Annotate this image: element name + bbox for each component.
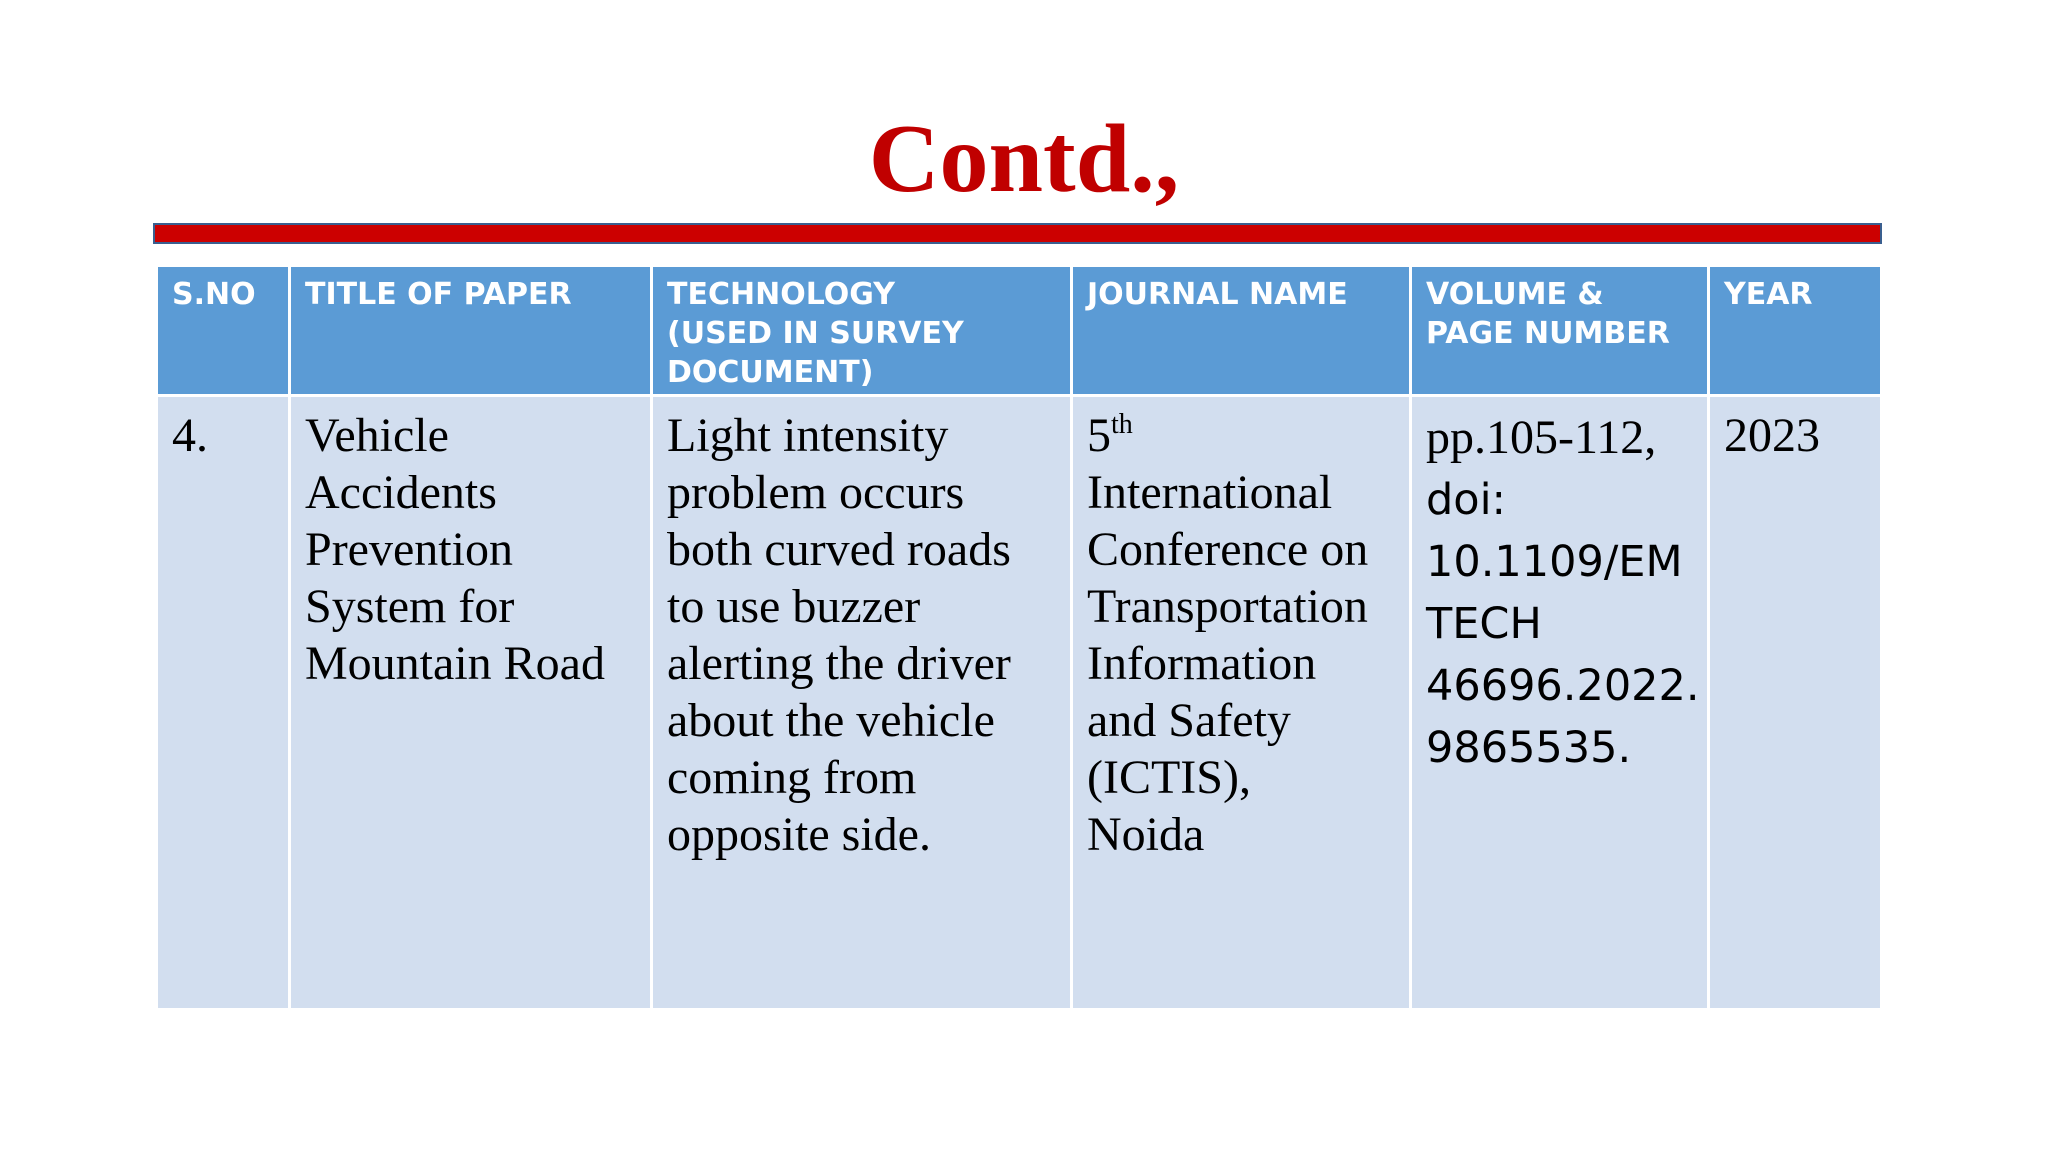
cell-title-line: System for bbox=[305, 580, 515, 633]
literature-survey-table bbox=[155, 264, 1883, 1011]
header-technology-line: DOCUMENT) bbox=[667, 355, 874, 390]
cell-journal-line: Information bbox=[1087, 637, 1317, 690]
header-year: YEAR bbox=[1709, 266, 1882, 396]
cell-technology-line: about the vehicle bbox=[667, 694, 995, 747]
cell-journal-line: International bbox=[1087, 466, 1333, 519]
cell-journal-line: (ICTIS), bbox=[1087, 751, 1251, 804]
cell-technology-line: to use buzzer bbox=[667, 580, 921, 633]
cell-journal-line: Transportation bbox=[1087, 580, 1368, 633]
cell-volume-line: 9865535. bbox=[1426, 723, 1632, 773]
cell-technology-line: problem occurs bbox=[667, 466, 965, 519]
cell-volume-line: 46696.2022. bbox=[1426, 661, 1700, 711]
cell-sno: 4. bbox=[157, 396, 290, 1010]
header-volume-line: VOLUME & bbox=[1426, 277, 1604, 312]
cell-volume bbox=[1411, 396, 1709, 1010]
cell-volume-line: pp.105-112, bbox=[1426, 411, 1657, 464]
header-technology-line: (USED IN SURVEY bbox=[667, 316, 964, 351]
header-title: TITLE OF PAPER bbox=[290, 266, 652, 396]
ordinal-number: 5 bbox=[1087, 409, 1111, 462]
cell-journal-line: Noida bbox=[1087, 808, 1205, 861]
cell-volume-line: TECH bbox=[1426, 599, 1542, 649]
cell-volume-line: doi: bbox=[1426, 475, 1507, 525]
cell-technology-line: opposite side. bbox=[667, 808, 931, 861]
title-divider bbox=[155, 225, 1880, 242]
header-technology bbox=[652, 266, 1072, 396]
cell-technology-line: Light intensity bbox=[667, 409, 949, 462]
cell-journal bbox=[1072, 396, 1411, 1010]
cell-technology-line: both curved roads bbox=[667, 523, 1011, 576]
header-journal: JOURNAL NAME bbox=[1072, 266, 1411, 396]
ordinal-suffix: th bbox=[1111, 409, 1133, 440]
table-row bbox=[157, 396, 1882, 1010]
header-volume bbox=[1411, 266, 1709, 396]
slide-title: Contd., bbox=[868, 105, 1180, 213]
cell-technology-line: coming from bbox=[667, 751, 917, 804]
cell-journal-line: and Safety bbox=[1087, 694, 1291, 747]
header-sno: S.NO bbox=[157, 266, 290, 396]
cell-title-line: Vehicle bbox=[305, 409, 449, 462]
cell-title-line: Prevention bbox=[305, 523, 513, 576]
cell-title-line: Accidents bbox=[305, 466, 497, 519]
cell-technology bbox=[652, 396, 1072, 1010]
header-volume-line: PAGE NUMBER bbox=[1426, 316, 1670, 351]
cell-technology-line: alerting the driver bbox=[667, 637, 1011, 690]
cell-volume-line: 10.1109/EM bbox=[1426, 537, 1683, 587]
table-header-row bbox=[157, 266, 1882, 396]
header-technology-line: TECHNOLOGY bbox=[667, 277, 895, 312]
cell-year: 2023 bbox=[1709, 396, 1882, 1010]
cell-title bbox=[290, 396, 652, 1010]
cell-journal-line: Conference on bbox=[1087, 523, 1369, 576]
cell-journal-ordinal bbox=[1087, 407, 1395, 464]
cell-title-line: Mountain Road bbox=[305, 637, 605, 690]
